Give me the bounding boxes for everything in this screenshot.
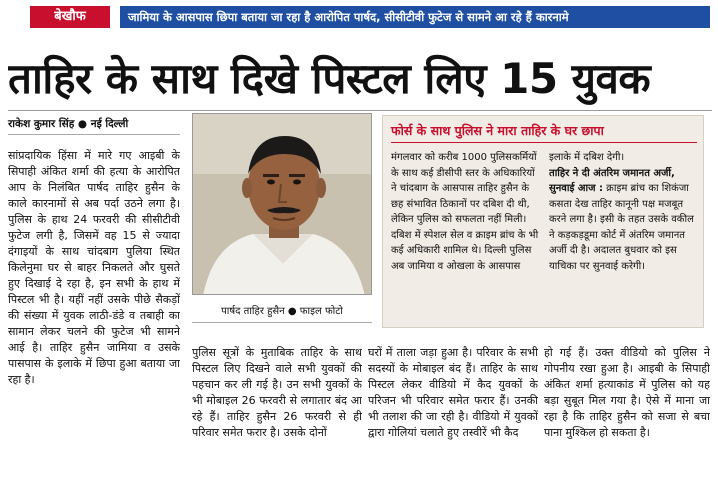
sub-headline-ticker: जामिया के आसपास छिपा बताया जा रहा है आरोपित पार्षद, सीसीटीवी फुटेज से सामने आ रहे हैं कारनामे — [120, 6, 710, 28]
sidebar-box — [382, 115, 704, 328]
main-headline: ताहिर के साथ दिखे पिस्टल लिए 15 युवक — [8, 54, 651, 103]
caption-divider — [192, 322, 372, 323]
article-column-2: पुलिस सूत्रों के मुताबिक ताहिर के साथ पिस्टल लिए दिखने वाले सभी युवकों की पहचान कर ली गई है। उन सभी युवकों के भी मोबाइल 26 फरवरी से लगातार बंद आ रहे हैं। ताहिर हुसैन 26 फरवरी से ही परिवार समेत फरार है। उसके दोनों — [192, 346, 362, 439]
box-title-underline — [391, 142, 697, 143]
portrait-illustration — [193, 114, 372, 295]
article-column-4: हो गई हैं। उक्त वीडियो को पुलिस ने गोपनीय रखा हुआ है। आइबी के सिपाही अंकित शर्मा हत्याकांड में पुलिस को यह बड़ा सुबूत मिल गया है। ऐसे में माना जा रहा है कि ताहिर हुसैन को सजा से बचा पाना मुश्किल हो सकता है। — [544, 346, 710, 439]
section-tag: बेखौफ — [30, 6, 110, 28]
byline-divider — [8, 134, 180, 135]
tahir-hussain-photo — [192, 113, 372, 295]
box-column-left: मंगलवार को करीब 1000 पुलिसकर्मियों के साथ कई डीसीपी स्तर के अधिकारियों ने चांदबाग के आसपास ताहिर हुसैन के छह संभावित ठिकानों पर दबिश दी थी, लेकिन पुलिस को सफलता नहीं मिली। दबिश में स्पेशल सेल व क्राइम ब्रांच के भी कई अधिकारी शामिल थे। दिल्ली पुलिस अब जामिया व ओखला के आसपास — [391, 152, 539, 272]
box-column-right — [549, 150, 699, 326]
article-column-3: घरों में ताला जड़ा हुआ है। परिवार के सभी सदस्यों के मोबाइल बंद हैं। ताहिर के साथ पिस्टल लेकर वीडियो में कैद युवकों के परिजन भी परिवार समेत फरार हैं। उनकी भी तलाश की जा रही है। वीडियो में युवकों द्वारा गोलियां चलाते हुए तस्वीरें भी कैद — [368, 346, 538, 439]
top-banner — [0, 0, 718, 34]
box-title: फोर्स के साथ पुलिस ने मारा ताहिर के घर छापा — [391, 123, 604, 138]
article-column-1: सांप्रदायिक हिंसा में मारे गए आइबी के सिपाही अंकित शर्मा की हत्या के आरोपित आप के निलंबित पार्षद ताहिर हुसैन के काले कारनामों से अब पर्दा उठने लगा है। पुलिस के हाथ 24 फरवरी की सीसीटीवी फुटेज लगी है, जिसमें वह 15 से ज्यादा दंगाइयों के साथ चांदबाग पुलिया स्थित किलेनुमा घर से बाहर निकलते और घुसते हुए दिखाई दे रहा है, इन सभी के हाथ में पिस्टल भी है। यहीं नहीं उसके पीछे सैकड़ों की संख्या में युवक लाठी-डंडे व तबाही का सामान लेकर चलने की फुटेज भी सामने आई है। ताहिर हुसैन जामिया व उसके पासपास के इलाके में छिपा हुआ बताया जा रहा है। — [8, 149, 180, 386]
headline-divider — [8, 110, 712, 111]
box-subheading: ताहिर ने दी अंतरिम जमानत अर्जी, सुनवाई आज : — [549, 167, 675, 194]
byline: राकेश कुमार सिंह ● नई दिल्ली — [8, 118, 129, 130]
box-right-text-a: इलाके में दबिश देगी। — [549, 152, 625, 163]
photo-caption: पार्षद ताहिर हुसैन ● फाइल फोटो — [221, 306, 343, 317]
box-right-text-b: क्राइम ब्रांच का शिकंजा कसता देख ताहिर कानूनी पक्ष मजबूत करने लगा है। इसी के तहत उसके वकील ने कड़कड़डूमा कोर्ट में अंतरिम जमानत अर्जी दी है। अदालत बुधवार को इस याचिका पर सुनवाई करेगी। — [549, 183, 694, 272]
